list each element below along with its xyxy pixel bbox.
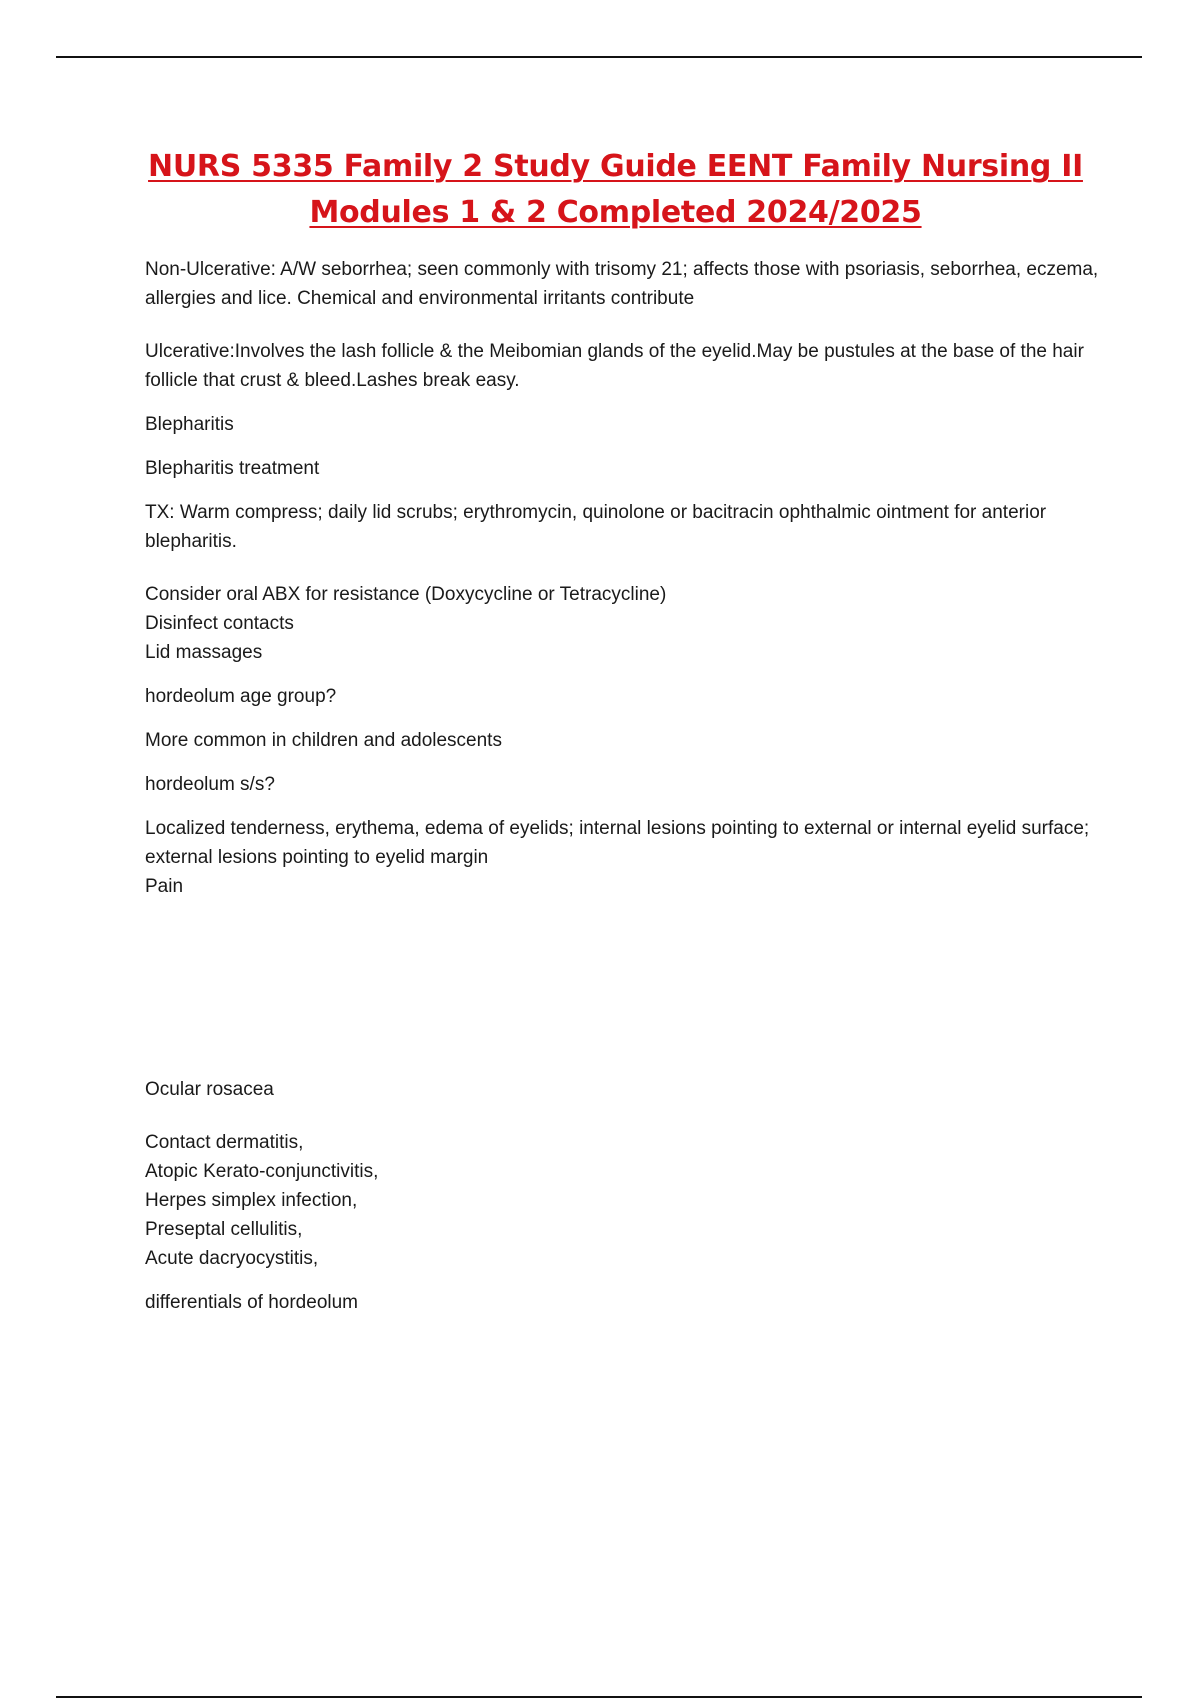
paragraph-non-ulcerative: Non-Ulcerative: A/W seborrhea; seen commonly with trisomy 21; affects those with psoriasis, seborrhea, eczema, allergies and lice. Chemical and environmental irritants contribute [145,259,1104,309]
term-ocular-rosacea: Ocular rosacea [145,1079,274,1100]
question-hordeolum-age: hordeolum age group? [145,686,337,707]
title-line-1: NURS 5335 Family 2 Study Guide EENT Family Nursing II [148,149,1083,184]
page-title [0,144,1200,236]
paragraph-ulcerative: Ulcerative:Involves the lash follicle & the Meibomian glands of the eyelid.May be pustules at the base of the hair follicle that crust & bleed.Lashes break easy. [145,341,1090,391]
answer-treatment: TX: Warm compress; daily lid scrubs; erythromycin, quinolone or bacitracin ophthalmic ointment for anterior blepharitis. [145,502,1052,552]
top-rule [56,56,1142,58]
answer-hordeolum-age: More common in children and adolescents [145,730,502,751]
bottom-rule [56,1696,1142,1698]
title-line-2: Modules 1 & 2 Completed 2024/2025 [309,195,922,230]
answer-treatment-list: Consider oral ABX for resistance (Doxycycline or Tetracycline) Disinfect contacts Lid massages [145,584,667,663]
question-differentials-hordeolum: differentials of hordeolum [145,1292,358,1313]
differentials-list: Contact dermatitis, Atopic Kerato-conjunctivitis, Herpes simplex infection, Preseptal cellulitis, Acute dacryocystitis, [145,1132,379,1269]
document-body [145,255,1105,1317]
answer-hordeolum-symptoms: Localized tenderness, erythema, edema of eyelids; internal lesions pointing to external or internal eyelid surface; external lesions pointing to eyelid margin Pain [145,818,1090,897]
question-blepharitis-treatment: Blepharitis treatment [145,458,320,479]
question-hordeolum-symptoms: hordeolum s/s? [145,774,275,795]
term-blepharitis: Blepharitis [145,414,234,435]
